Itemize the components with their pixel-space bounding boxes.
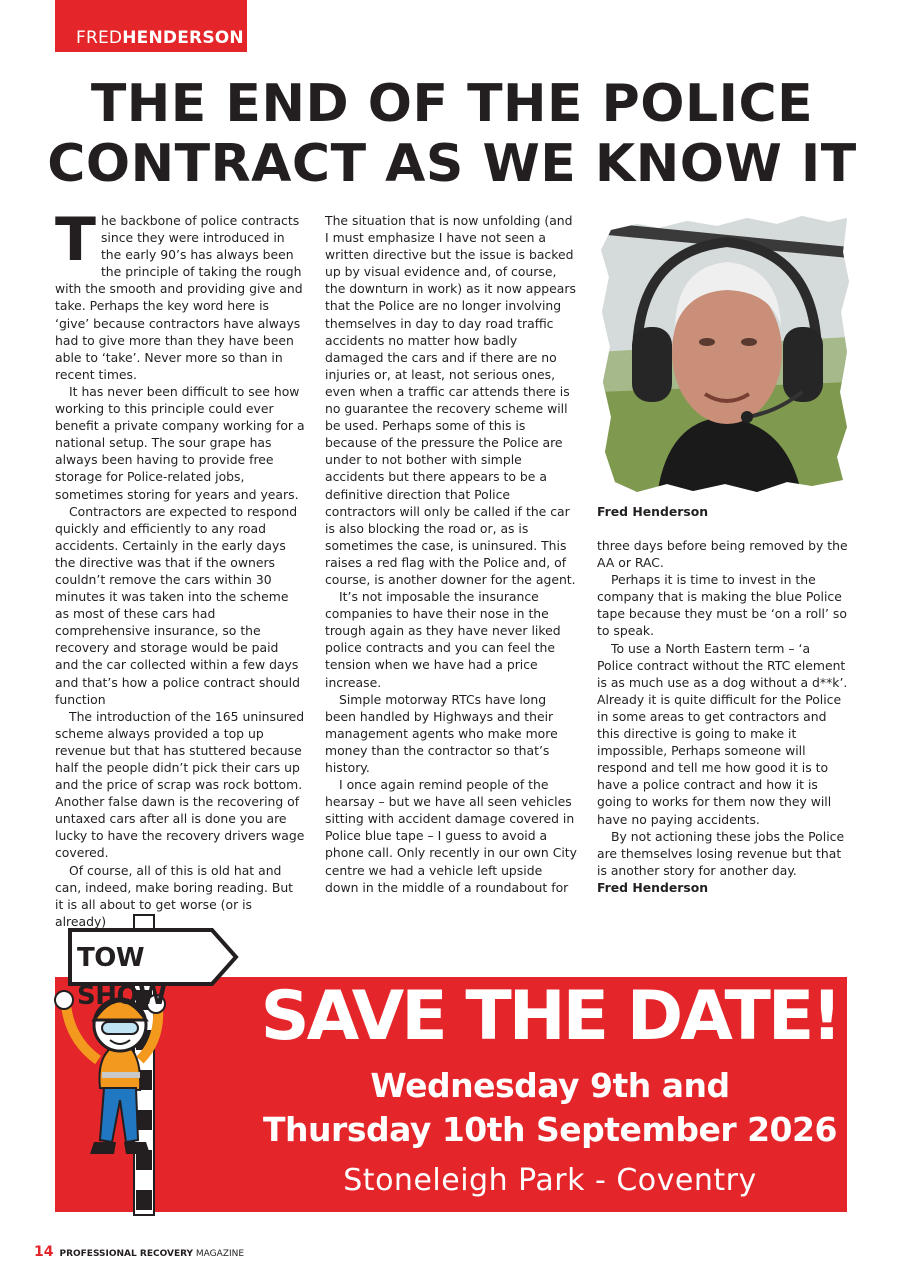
paragraph: It’s not imposable the insurance companies to have their nose in the trough again as they have never liked police contracts and you can feel the tension when we have had a price increase. [325, 589, 561, 690]
paragraph: By not actioning these jobs the Police are themselves losing revenue but that is another story for another day. [597, 828, 845, 878]
paragraph: It has never been difficult to see how working to this principle could ever benefit a private company working for a national setup. The sour grape has always been having to provide free storage for Police-related jobs, sometimes storing for years and years. [55, 383, 305, 502]
article-column-2 [325, 212, 577, 896]
section-tag [55, 0, 247, 52]
paragraph: Contractors are expected to respond quickly and efficiently to any road accidents. Certainly in the early days the directive was that if the owners couldn’t remove the cars within 30 minutes it was taken into the scheme as most of these cars had comprehensive insurance, so the recovery and storage would be paid and the car collected within a few days and that’s how a police contract should function [55, 503, 300, 707]
publication-name: PROFESSIONAL RECOVERY [59, 1249, 194, 1259]
headline-line-2: CONTRACT AS WE KNOW IT [47, 134, 857, 194]
section-tag-last: HENDERSON [122, 28, 244, 48]
paragraph: Simple motorway RTCs have long been handled by Highways and their management agents who make more money than the contractor so that’s history. [325, 691, 558, 775]
paragraph: The situation that is now unfolding (and I must emphasize I have not seen a written directive but the issue is backed up by visual evidence and, of course, the downturn in work) as it now appears that the Police are no longer involving themselves in day to day road traffic accidents no matter how badly damaged the cars and if there are no injuries or, at least, not serious ones, even when a traffic car attends there is no guarantee the recovery scheme will be used. Perhaps some of this is because of the pressure the Police are under to not bother with simple accidents but there appears to be a definitive direction that Police contractors will only be called if the car is also blocking the road or, as is sometimes the case, is uninsured. This raises a red flag with the Police and, of course, is another downer for the agent. [325, 213, 576, 587]
paragraph: Of course, all of this is old hat and can, indeed, make boring reading. But it is all about to get worse (or is already) [55, 862, 294, 929]
paragraph: To use a North Eastern term – ‘a Police contract without the RTC element is as much use as a dog without a d**k’. Already it is quite difficult for the Police in some areas to get contractors and this directive is going to make it impossible, Perhaps someone will respond and tell me how good it is to have a police contract and how it is going to works for them now they will have no paying accidents. [597, 640, 848, 827]
banner-date-line-2: Thursday 10th September 2026 [263, 1110, 837, 1149]
author-photo [597, 212, 849, 496]
publication-suffix: MAGAZINE [195, 1249, 245, 1259]
headline-line-1: THE END OF THE POLICE [90, 74, 814, 134]
paragraph: I once again remind people of the hearsay – but we have all seen vehicles sitting with accident damage covered in Police blue tape – I guess to avoid a phone call. Only recently in our own City centre we had a vehicle left upside down in the middle of a roundabout for [325, 777, 577, 895]
paragraph: Perhaps it is time to invest in the company that is making the blue Police tape because they must be ‘on a roll’ so to speak. [597, 572, 847, 639]
banner-title: SAVE THE DATE! [260, 977, 840, 1056]
tow-show-sign: TOW SHOW [77, 943, 167, 1011]
banner-venue: Stoneleigh Park - Coventry [343, 1163, 757, 1198]
banner-date-line-1: Wednesday 9th and [370, 1066, 730, 1105]
author-signature: Fred Henderson [597, 879, 709, 895]
photo-caption: Fred Henderson [597, 504, 709, 519]
paragraph: The backbone of police contracts since they were introduced in the early 90’s has always been the principle of taking the rough with the smooth and providing give and take. Perhaps the key word here is ‘give’ because contractors have always had to give more than they have been able to ‘take’. Never more so than in recent times. [55, 205, 303, 382]
headline [40, 74, 864, 194]
paragraph: three days before being removed by the AA or RAC. [597, 538, 848, 571]
section-tag-first: FRED [76, 28, 123, 48]
page-number: 14 [34, 1244, 54, 1260]
paragraph: The introduction of the 165 uninsured scheme always provided a top up revenue but that has stuttered because half the people didn’t pick their cars up and the price of scrap was rock bottom. Another false dawn is the recovering of untaxed cars after all is done you are lucky to have the recovery drivers wage covered. [55, 708, 305, 861]
drop-cap: T [55, 205, 96, 275]
article-column-3 [597, 537, 849, 896]
page-footer [34, 1244, 244, 1262]
article-column-1 [55, 205, 305, 930]
